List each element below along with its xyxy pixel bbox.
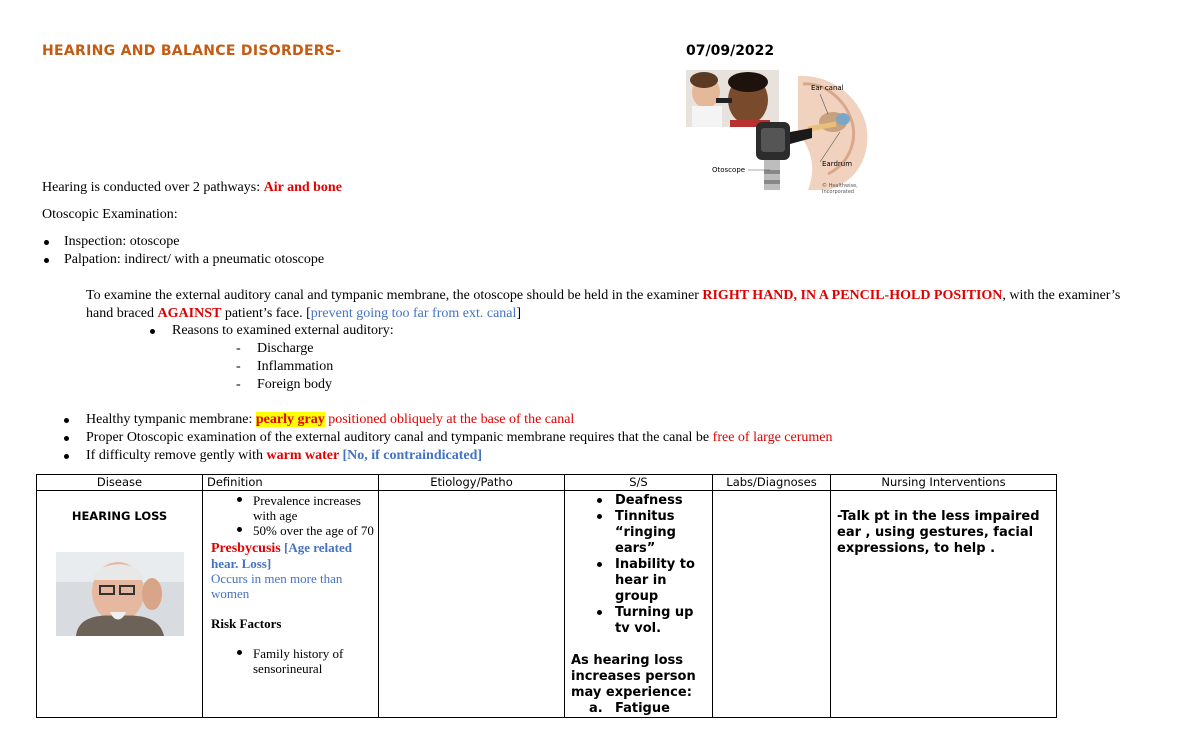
instruction-note: prevent going too far from ext. canal (310, 306, 517, 321)
reason-item: Foreign body (257, 377, 333, 392)
ear-anatomy-diagram (708, 74, 872, 195)
cell-etiology (379, 491, 565, 718)
table-header-row (37, 475, 1057, 491)
otoscopic-exam-heading: Otoscopic Examination: (42, 207, 178, 222)
instruction-text: hand braced (86, 306, 158, 321)
cell-labs (713, 491, 831, 718)
ss-text: Deafness (615, 493, 683, 508)
pathways-line (42, 179, 342, 197)
header-nursing: Nursing Interventions (831, 475, 1057, 491)
definition-text: 50% over the age of 70 (253, 523, 374, 538)
presbycusis-line (207, 540, 374, 571)
instruction-emphasis: RIGHT HAND, IN A PENCIL-HOLD POSITION (702, 288, 1003, 303)
presbycusis-note: [Age related hear. Loss] (211, 540, 352, 571)
note-text: Healthy tympanic membrane: (86, 412, 256, 427)
note-text: If difficulty remove gently with (86, 448, 267, 463)
document-date: 07/09/2022 (686, 43, 775, 59)
nursing-intervention-text: -Talk pt in the less impaired ear , using gestures, facial expressions, to help . (837, 509, 1040, 556)
bullet-icon (597, 498, 602, 503)
note-emphasis: positioned obliquely at the base of the canal (324, 412, 575, 427)
bullet-icon (44, 240, 49, 245)
note-tympanic-membrane (86, 411, 574, 429)
dash-marker: - (236, 341, 241, 356)
header-disease: Disease (37, 475, 203, 491)
note-emphasis: free of large cerumen (712, 430, 833, 445)
bullet-icon (237, 527, 242, 532)
ss-bullet (569, 493, 708, 509)
definition-text: Prevalence increases with age (253, 493, 361, 523)
ss-bullet (569, 605, 708, 637)
label-eardrum: Eardrum (822, 160, 853, 168)
bullet-icon (64, 454, 69, 459)
definition-bullet (207, 493, 374, 523)
ss-text: Tinnitus “ringing ears” (615, 509, 676, 556)
ss-bullet (569, 557, 708, 605)
note-highlight: pearly gray (255, 412, 325, 427)
exam-bullet-inspection: Inspection: otoscope (64, 234, 180, 249)
reason-item: Inflammation (257, 359, 334, 374)
bullet-icon (64, 436, 69, 441)
bullet-icon (44, 258, 49, 263)
ss-list-item (569, 701, 708, 717)
disorders-table (36, 474, 1057, 718)
header-etiology: Etiology/Patho (379, 475, 565, 491)
bullet-icon (237, 497, 242, 502)
presbycusis-term: Presbycusis (211, 541, 281, 556)
note-proper-exam (86, 429, 833, 447)
instruction-line-1 (86, 287, 1120, 305)
document-title: HEARING AND BALANCE DISORDERS- (42, 43, 342, 59)
bullet-icon (597, 514, 602, 519)
instruction-text: To examine the external auditory canal and tympanic membrane, the otoscope should be held in the examiner (86, 288, 703, 303)
dash-marker: - (236, 359, 241, 374)
header-labs: Labs/Diagnoses (713, 475, 831, 491)
bullet-icon (597, 562, 602, 567)
ss-paragraph: As hearing loss increases person may experience: (571, 653, 696, 700)
bullet-icon (64, 418, 69, 423)
disease-name: HEARING LOSS (71, 509, 168, 523)
label-otoscope: Otoscope (712, 166, 746, 174)
elderly-man-photo (56, 552, 184, 636)
note-difficulty (86, 447, 482, 465)
pathways-emphasis: Air and bone (263, 180, 342, 195)
dash-marker: - (236, 377, 241, 392)
list-marker: a. (589, 701, 603, 716)
instruction-emphasis: AGAINST (157, 306, 222, 321)
instruction-line-2 (86, 305, 521, 323)
risk-factors-heading: Risk Factors (211, 616, 282, 631)
cell-disease (37, 491, 203, 718)
table-row (37, 491, 1057, 718)
reasons-heading: Reasons to examined external auditory: (172, 323, 394, 338)
risk-factor-item (207, 646, 374, 676)
instruction-text: , with the examiner’s (1002, 288, 1121, 303)
bullet-icon (150, 329, 155, 334)
instruction-text: ] (516, 306, 522, 321)
exam-bullet-palpation: Palpation: indirect/ with a pneumatic otoscope (64, 252, 325, 267)
cell-ss (565, 491, 713, 718)
header-ss: S/S (565, 475, 713, 491)
header-definition: Definition (203, 475, 379, 491)
ss-text: Turning up tv vol. (615, 605, 694, 636)
instruction-text: patient’s face. [ (221, 306, 311, 321)
bullet-icon (237, 650, 242, 655)
bullet-icon (597, 610, 602, 615)
reason-item: Discharge (257, 341, 314, 356)
cell-nursing (831, 491, 1057, 718)
cell-definition (203, 491, 379, 718)
occurs-line: Occurs in men more than women (211, 571, 343, 601)
note-text: Proper Otoscopic examination of the external auditory canal and tympanic membrane requires that the canal be (86, 430, 713, 445)
pathways-text: Hearing is conducted over 2 pathways: (42, 180, 264, 195)
ss-text: Inability to hear in group (615, 557, 695, 604)
ss-bullet (569, 509, 708, 557)
label-copyright: © Healthwise, Incorporated (822, 183, 858, 195)
ss-list-text: Fatigue (615, 701, 670, 716)
risk-factor-text: Family history of sensorineural (253, 646, 344, 676)
note-emphasis: warm water (266, 448, 339, 463)
note-contraindication: [No, if contraindicated] (338, 448, 483, 463)
label-ear-canal: Ear canal (811, 84, 844, 92)
definition-bullet (207, 523, 374, 538)
